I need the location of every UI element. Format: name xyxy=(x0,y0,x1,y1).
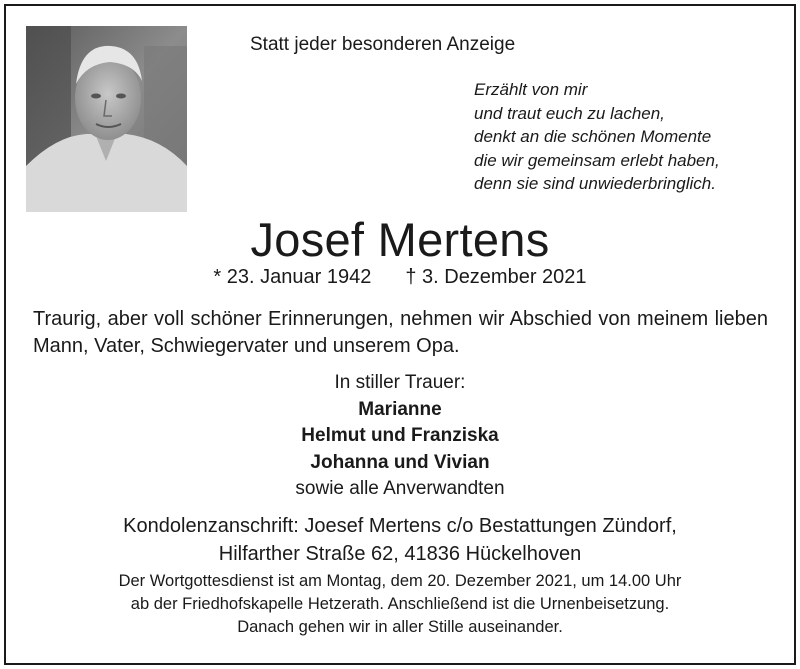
relatives-line: sowie alle Anverwandten xyxy=(295,478,505,499)
condolence-address xyxy=(0,512,800,568)
poem-line: denn sie sind unwiederbringlich. xyxy=(474,174,716,193)
birth-date: * 23. Januar 1942 xyxy=(213,266,372,288)
deceased-name: Josef Mertens xyxy=(250,213,550,266)
death-date: † 3. Dezember 2021 xyxy=(405,266,587,288)
poem-line: Erzählt von mir xyxy=(474,80,588,99)
mourner-name: Helmut und Franziska xyxy=(301,425,499,446)
service-info xyxy=(0,570,800,639)
poem-line: denkt an die schönen Momente xyxy=(474,127,712,146)
header-note: Statt jeder besonderen Anzeige xyxy=(250,34,516,55)
mourner-name: Marianne xyxy=(358,398,442,420)
mourning-intro: In stiller Trauer: xyxy=(334,372,466,393)
life-dates xyxy=(0,266,800,289)
service-line: Danach gehen wir in aller Stille auseinander. xyxy=(237,618,563,636)
mourner-name: Johanna und Vivian xyxy=(310,451,490,473)
poem-line: die wir gemeinsam erlebt haben, xyxy=(474,150,720,170)
mourners-block xyxy=(0,370,800,503)
service-line: ab der Friedhofskapelle Hetzerath. Anschließend ist die Urnenbeisetzung. xyxy=(130,595,670,613)
poem-line: und traut euch zu lachen, xyxy=(474,103,665,123)
address-line: Hilfarther Straße 62, 41836 Hückelhoven xyxy=(218,543,582,565)
portrait-photo xyxy=(26,26,187,212)
address-line: Kondolenzanschrift: Joesef Mertens c/o Bestattungen Zündorf, xyxy=(123,515,677,537)
poem xyxy=(474,78,720,196)
service-line: Der Wortgottesdienst ist am Montag, dem 20. Dezember 2021, um 14.00 Uhr xyxy=(118,572,682,590)
farewell-text: Traurig, aber voll schöner Erinnerungen, nehmen wir Abschied von meinem lieben Mann, Vater, Schwiegervater und unserem Opa. xyxy=(33,308,768,357)
